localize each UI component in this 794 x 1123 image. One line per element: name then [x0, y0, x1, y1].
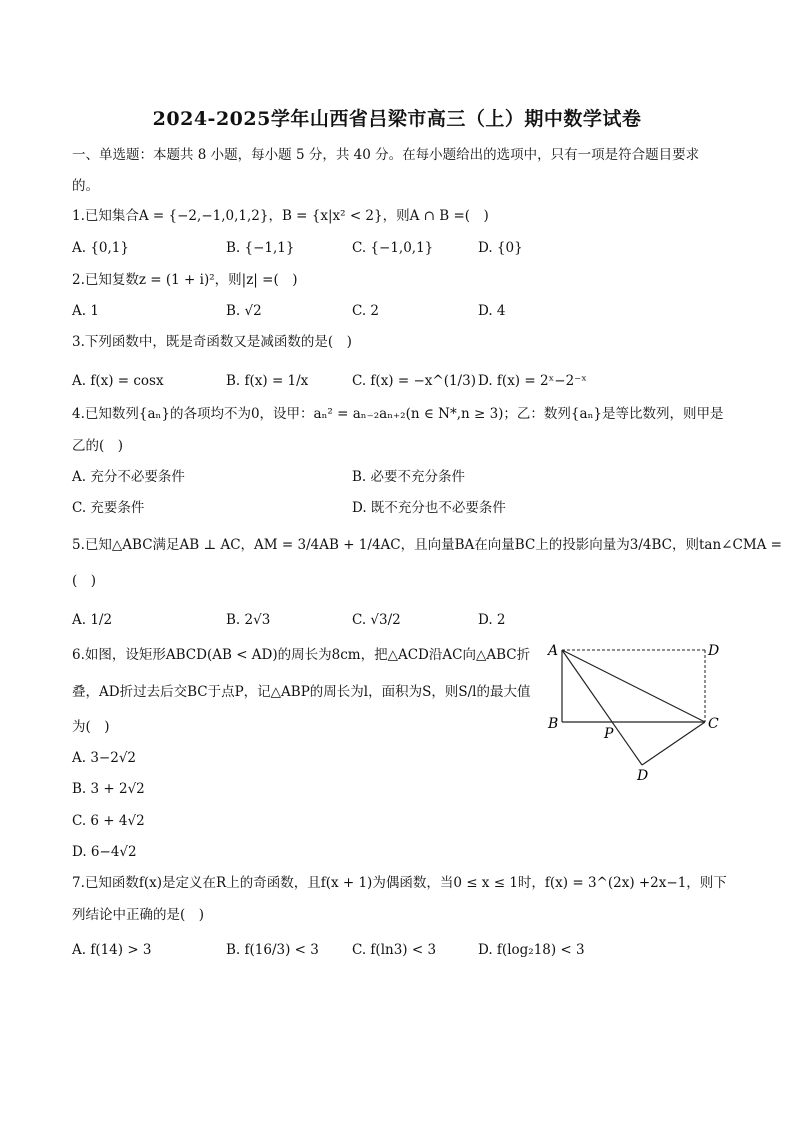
q6-option-d[interactable]: D. 6−4√2 — [72, 844, 137, 860]
q1-option-d[interactable]: D. {0} — [478, 240, 523, 256]
edge-ac — [562, 650, 705, 722]
label-c: C — [708, 716, 719, 732]
q4-option-b[interactable]: B. 必要不充分条件 — [352, 469, 466, 485]
q3-option-b[interactable]: B. f(x) = 1/x — [226, 373, 309, 389]
q3-option-d[interactable]: D. f(x) = 2ˣ−2⁻ˣ — [478, 373, 588, 389]
q1-option-a[interactable]: A. {0,1} — [72, 240, 129, 256]
section-header: 一、单选题：本题共 8 小题，每小题 5 分，共 40 分。在每小题给出的选项中，只有一项是符合题目要求 — [72, 147, 700, 163]
q7-option-c[interactable]: C. f(ln3) < 3 — [352, 942, 437, 958]
q6-geometry-figure — [540, 640, 730, 785]
q5-option-b[interactable]: B. 2√3 — [226, 612, 271, 628]
q6-option-b[interactable]: B. 3 + 2√2 — [72, 781, 145, 797]
question-6-stem: 6.如图，设矩形ABCD(AB < AD)的周长为8cm，把△ACD沿AC向△ABC折 — [72, 647, 531, 663]
question-3-stem: 3.下列函数中，既是奇函数又是减函数的是( ) — [72, 334, 352, 350]
page-title: 2024-2025学年山西省吕梁市高三（上）期中数学试卷 — [152, 108, 642, 130]
q6-option-a[interactable]: A. 3−2√2 — [72, 750, 137, 766]
label-a: A — [548, 643, 559, 659]
q7-option-d[interactable]: D. f(log₂18) < 3 — [478, 942, 585, 958]
section-header-cont: 的。 — [72, 178, 99, 194]
q5-option-a[interactable]: A. 1/2 — [72, 612, 113, 628]
q1-option-c[interactable]: C. {−1,0,1} — [352, 240, 434, 256]
question-7-stem: 7.已知函数f(x)是定义在R上的奇函数，且f(x + 1)为偶函数，当0 ≤ x ≤ 1时，f(x) = 3^(2x) +2x−1，则下 — [72, 875, 727, 891]
q4-option-a[interactable]: A. 充分不必要条件 — [72, 469, 185, 485]
q7-option-a[interactable]: A. f(14) > 3 — [72, 942, 152, 958]
q5-option-c[interactable]: C. √3/2 — [352, 612, 401, 628]
edge-ad-folded — [562, 650, 642, 765]
question-4-stem: 4.已知数列{aₙ}的各项均不为0，设甲：aₙ² = aₙ₋₂aₙ₊₂(n ∈ N*,n ≥ 3)；乙：数列{aₙ}是等比数列，则甲是 — [72, 406, 724, 422]
edge-dc-folded — [642, 722, 705, 765]
question-2-stem: 2.已知复数z = (1 + i)²，则|z| =( ) — [72, 272, 298, 288]
q7-option-b[interactable]: B. f(16/3) < 3 — [226, 942, 319, 958]
q2-option-a[interactable]: A. 1 — [72, 303, 99, 319]
label-b: B — [548, 716, 559, 732]
q4-option-d[interactable]: D. 既不充分也不必要条件 — [352, 500, 506, 516]
q6-option-c[interactable]: C. 6 + 4√2 — [72, 813, 145, 829]
question-7-stem-cont: 列结论中正确的是( ) — [72, 907, 205, 923]
label-p: P — [604, 726, 614, 742]
question-1-stem: 1.已知集合A = {−2,−1,0,1,2}，B = {x|x² < 2}，则A ∩ B =( ) — [72, 208, 489, 224]
q2-option-c[interactable]: C. 2 — [352, 303, 380, 319]
q3-option-a[interactable]: A. f(x) = cosx — [72, 373, 164, 389]
q5-option-d[interactable]: D. 2 — [478, 612, 506, 628]
q4-option-c[interactable]: C. 充要条件 — [72, 500, 145, 516]
label-d-bottom: D — [637, 768, 649, 784]
label-d-top: D — [708, 643, 720, 659]
q1-option-b[interactable]: B. {−1,1} — [226, 240, 295, 256]
q3-option-c[interactable]: C. f(x) = −x^(1/3) — [352, 373, 476, 389]
question-6-stem-cont2: 为( ) — [72, 719, 110, 735]
question-5-stem: 5.已知△ABC满足AB ⊥ AC，AM = 3/4AB + 1/4AC，且向量BA在向量BC上的投影向量为3/4BC，则tan∠CMA = — [72, 537, 782, 553]
question-5-stem-cont: ( ) — [72, 573, 97, 589]
question-6-stem-cont: 叠，AD折过去后交BC于点P，记△ABP的周长为l，面积为S，则S/l的最大值 — [72, 684, 531, 700]
question-4-stem-cont: 乙的( ) — [72, 438, 124, 454]
q2-option-d[interactable]: D. 4 — [478, 303, 506, 319]
q2-option-b[interactable]: B. √2 — [226, 303, 262, 319]
